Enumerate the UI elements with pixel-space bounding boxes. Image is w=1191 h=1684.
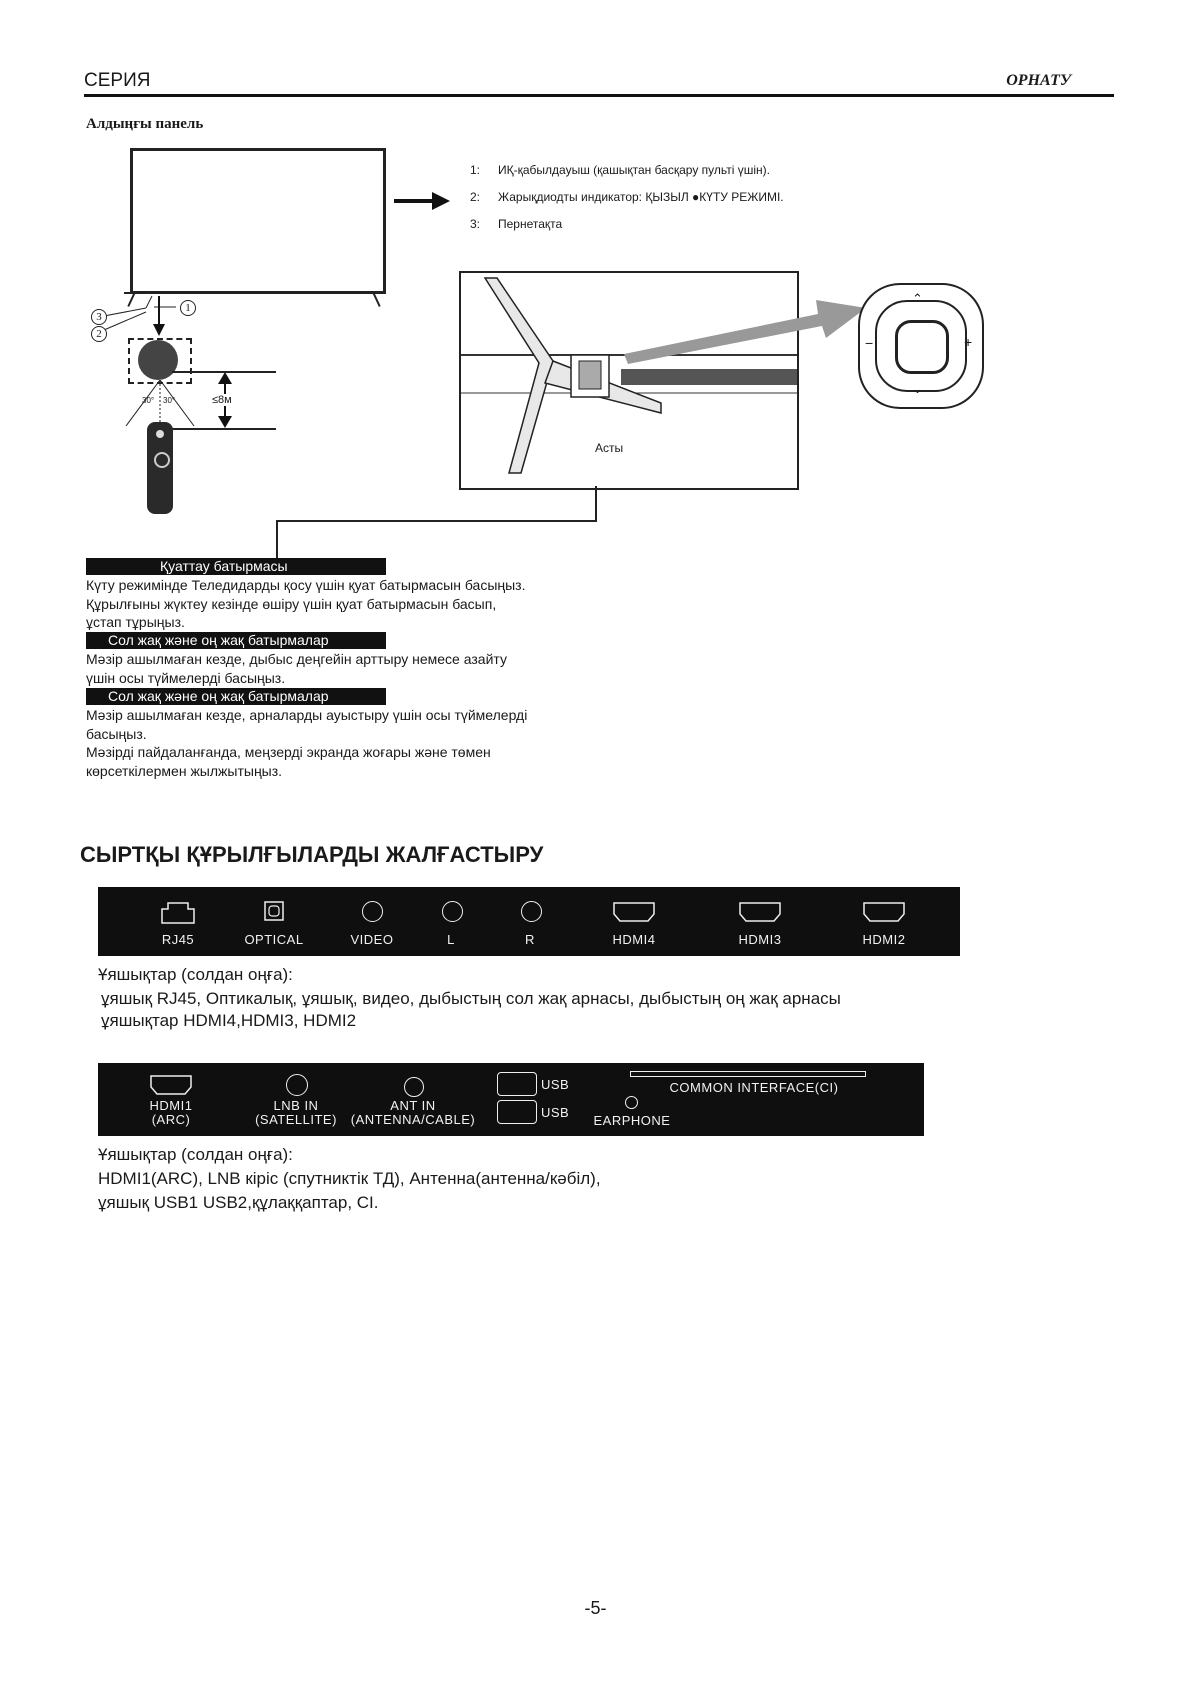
bottom-label: Асты [595, 441, 624, 455]
header-section: ОРНАТУ [1006, 72, 1071, 89]
text-line: үшін осы түймелерді басыңыз. [86, 669, 286, 686]
ant-sub-label: (ANTENNA/CABLE) [350, 1112, 476, 1127]
legend-item [470, 163, 770, 177]
text-line: Мәзір ашылмаған кезде, дыбыс деңгейін арттыру немесе азайту [86, 651, 507, 667]
video-port-icon [362, 901, 383, 922]
port-label-hdmi1 [136, 1099, 206, 1127]
channel-buttons-title: Сол жақ және оң жақ батырмалар [86, 688, 386, 705]
text-line: басыңыз. [86, 725, 147, 742]
ports-desc-2-line1: HDMI1(ARC), LNB кіріс (спутниктік ТД), Антенна(антенна/кәбіл), [98, 1169, 601, 1188]
legend-item [470, 190, 784, 204]
volume-buttons-text [86, 650, 646, 687]
page-number: -5- [584, 1598, 607, 1618]
legend-text: ИҚ-қабылдауыш (қашықтан басқару пульті үшін). [498, 163, 770, 177]
power-button-title: Қуаттау батырмасы [86, 558, 386, 575]
port-label-hdmi4: HDMI4 [612, 932, 656, 947]
port-label-video: VIDEO [350, 932, 394, 947]
text-line: Мәзір ашылмаған кезде, арналарды ауыстыру үшін осы түймелерді [86, 707, 528, 723]
connector-line [276, 520, 278, 558]
text-line: Құрылғыны жүктеу кезінде өшіру үшін қуат батырмасын басып, [86, 595, 497, 612]
remote-dpad-icon [154, 452, 170, 468]
audio-r-port-icon [521, 901, 542, 922]
header-rule [84, 94, 1114, 97]
usb1-port-icon [497, 1072, 537, 1096]
port-strip-2 [98, 1063, 924, 1136]
header-series: СЕРИЯ [84, 70, 151, 91]
port-label-ant [348, 1099, 478, 1127]
keypad-up-icon: ⌃ [912, 291, 923, 306]
earphone-port-icon [625, 1096, 638, 1109]
zoom-arrow-icon [620, 296, 866, 366]
port-label-ci: COMMON INTERFACE(CI) [669, 1080, 839, 1095]
hdmi1-sub-label: (ARC) [151, 1112, 191, 1127]
hdmi3-port-icon [739, 902, 781, 922]
distance-line-bottom [172, 428, 276, 430]
port-strip-1 [98, 887, 960, 956]
angle-right-label: 30° [163, 396, 176, 405]
legend-num: 2: [470, 190, 481, 204]
port-label-rj45: RJ45 [161, 932, 195, 947]
legend-text: Жарықдиодты индикатор: ҚЫЗЫЛ ●КҮТУ РЕЖИМІ. [498, 190, 784, 204]
port-label-usb1: USB [541, 1077, 570, 1092]
connector-line [595, 486, 597, 522]
text-line: ұстап тұрыңыз. [86, 614, 185, 630]
ports-heading-1: Ұяшықтар (солдан оңға): [98, 965, 293, 984]
power-button-text [86, 576, 646, 632]
ports-desc-1-line2: ұяшықтар HDMI4,HDMI3, HDMI2 [101, 1011, 357, 1030]
ports-heading-2: Ұяшықтар (солдан оңға): [98, 1145, 293, 1164]
remote-power-icon [156, 430, 164, 438]
angle-left-label: 30° [142, 396, 155, 405]
lnb-port-icon [286, 1074, 308, 1096]
right-arrow-icon [394, 190, 450, 212]
tv-front-illustration [130, 148, 386, 294]
hdmi2-port-icon [863, 902, 905, 922]
callout-1: 1 [180, 300, 196, 316]
port-label-hdmi3: HDMI3 [738, 932, 782, 947]
keypad-plus: + [964, 334, 973, 350]
connector-line [276, 520, 597, 522]
ci-slot-icon [630, 1071, 866, 1077]
legend-text: Пернетақта [498, 217, 563, 231]
hdmi1-port-icon [150, 1075, 192, 1095]
ir-sensor-dot [138, 340, 178, 380]
port-label-hdmi2: HDMI2 [862, 932, 906, 947]
text-line: Күту режимінде Теледидарды қосу үшін қуат батырмасын басыңыз. [86, 577, 526, 593]
audio-l-port-icon [442, 901, 463, 922]
callout-3: 3 [91, 309, 107, 325]
port-label-usb2: USB [541, 1105, 570, 1120]
hdmi1-label: HDMI1 [149, 1098, 193, 1113]
legend-item [470, 217, 562, 231]
legend-num: 1: [470, 163, 481, 177]
remote-control-illustration [147, 422, 173, 514]
channel-buttons-text [86, 706, 646, 780]
external-devices-title: СЫРТҚЫ ҚҰРЫЛҒЫЛАРДЫ ЖАЛҒАСТЫРУ [80, 842, 544, 867]
port-label-l: L [447, 932, 455, 947]
volume-buttons-title: Сол жақ және оң жақ батырмалар [86, 632, 386, 649]
legend-num: 3: [470, 217, 481, 231]
ports-desc-1-line1: ұяшық RJ45, Оптикалық, ұяшық, видео, дыбыстың сол жақ арнасы, дыбыстың оң жақ арнасы [101, 989, 841, 1008]
port-label-lnb [246, 1099, 346, 1127]
keypad-zoom [858, 283, 984, 409]
keypad-center-button [895, 320, 949, 374]
ports-desc-2-line2: ұяшық USB1 USB2,құлаққаптар, CI. [98, 1193, 379, 1212]
keypad-down-icon: ⌄ [912, 381, 923, 396]
port-label-optical: OPTICAL [244, 932, 304, 947]
front-panel-title: Алдыңғы панель [86, 116, 204, 132]
down-arrow-icon [152, 296, 166, 338]
lnb-label: LNB IN [273, 1098, 319, 1113]
optical-port-icon [264, 901, 284, 921]
port-label-r: R [525, 932, 535, 947]
callout-2: 2 [91, 326, 107, 342]
text-line: Мәзірді пайдаланғанда, меңзерді экранда жоғары және төмен [86, 744, 491, 760]
distance-label: ≤8м [212, 394, 232, 406]
port-label-earphone: EARPHONE [593, 1113, 671, 1128]
keypad-minus: − [865, 335, 874, 351]
text-line: көрсеткілермен жылжытыңыз. [86, 762, 283, 779]
lnb-sub-label: (SATELLITE) [255, 1112, 337, 1127]
hdmi4-port-icon [613, 902, 655, 922]
rj45-port-icon [160, 899, 196, 925]
usb2-port-icon [497, 1100, 537, 1124]
ant-label: ANT IN [390, 1098, 436, 1113]
ant-port-icon [404, 1077, 424, 1097]
